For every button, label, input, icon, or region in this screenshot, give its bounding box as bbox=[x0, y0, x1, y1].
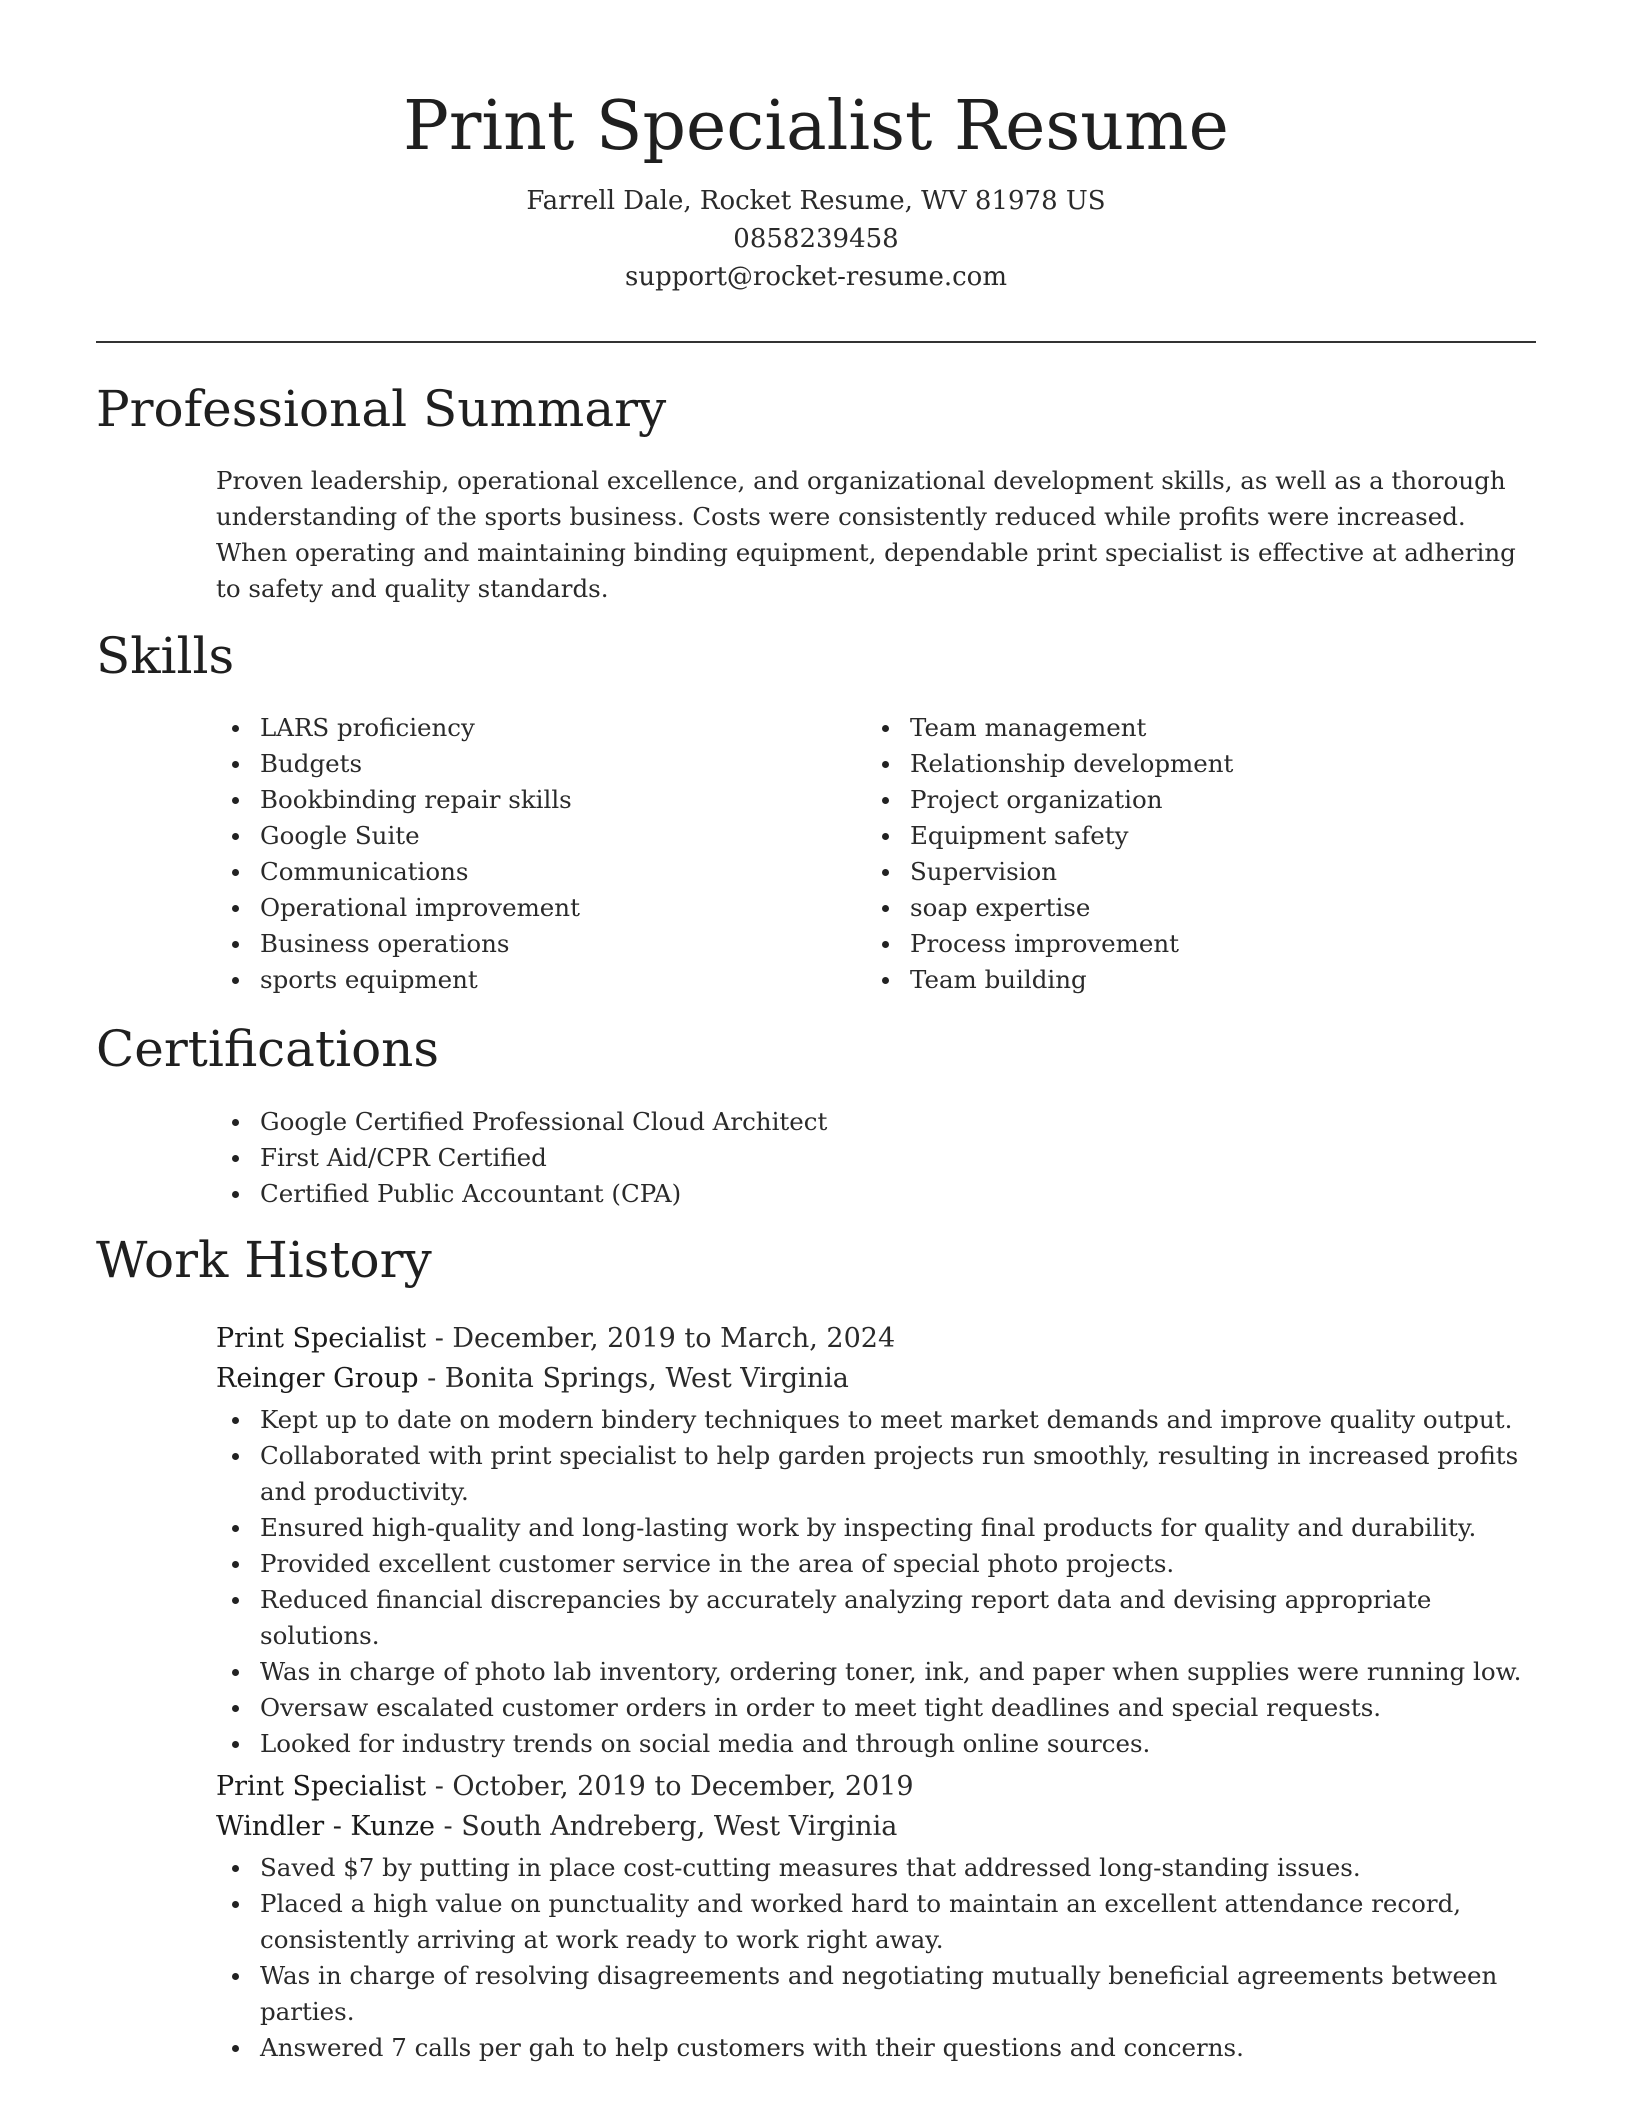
list-item: Business operations bbox=[216, 926, 836, 962]
job-title-line bbox=[216, 1320, 895, 1358]
list-item: Budgets bbox=[216, 746, 836, 782]
list-item: Operational improvement bbox=[216, 890, 836, 926]
job-company: Reinger Group bbox=[216, 1363, 419, 1394]
section-heading-certifications: Certifications bbox=[96, 1020, 440, 1078]
list-item: Relationship development bbox=[866, 746, 1486, 782]
certifications-list bbox=[216, 1104, 1516, 1212]
list-item: soap expertise bbox=[866, 890, 1486, 926]
list-item: Collaborated with print specialist to help garden projects run smoothly, resulting in increased profits and productivity. bbox=[216, 1438, 1526, 1510]
job-company: Windler - Kunze bbox=[216, 1811, 435, 1842]
skills-list-right bbox=[866, 710, 1486, 998]
list-item: Answered 7 calls per gah to help customers with their questions and concerns. bbox=[216, 2030, 1526, 2066]
list-item: Equipment safety bbox=[866, 818, 1486, 854]
contact-phone: 0858239458 bbox=[733, 224, 899, 254]
section-heading-work-history: Work History bbox=[96, 1231, 432, 1289]
list-item: LARS proficiency bbox=[216, 710, 836, 746]
list-item: Placed a high value on punctuality and worked hard to maintain an excellent attendance record, consistently arriving at work ready to work right away. bbox=[216, 1886, 1526, 1958]
job-bullet-list bbox=[216, 1402, 1526, 1762]
list-item: Google Suite bbox=[216, 818, 836, 854]
list-item: Looked for industry trends on social media and through online sources. bbox=[216, 1726, 1526, 1762]
list-item: Was in charge of resolving disagreements and negotiating mutually beneficial agreements between parties. bbox=[216, 1958, 1526, 2030]
job-bullet-list bbox=[216, 1850, 1526, 2066]
section-heading-skills: Skills bbox=[96, 627, 235, 685]
list-item: Bookbinding repair skills bbox=[216, 782, 836, 818]
job-location: - South Andreberg, West Virginia bbox=[434, 1811, 898, 1842]
list-item: Oversaw escalated customer orders in order to meet tight deadlines and special requests. bbox=[216, 1690, 1526, 1726]
list-item: Kept up to date on modern bindery techniques to meet market demands and improve quality output. bbox=[216, 1402, 1526, 1438]
list-item: Was in charge of photo lab inventory, ordering toner, ink, and paper when supplies were running low. bbox=[216, 1654, 1526, 1690]
job-title: Print Specialist bbox=[216, 1771, 427, 1802]
job-location: - Bonita Springs, West Virginia bbox=[418, 1363, 849, 1394]
job-dates: - December, 2019 to March, 2024 bbox=[426, 1323, 896, 1354]
page-title: Print Specialist Resume bbox=[403, 87, 1229, 166]
list-item: First Aid/CPR Certified bbox=[216, 1140, 1516, 1176]
contact-address: Farrell Dale, Rocket Resume, WV 81978 US bbox=[526, 186, 1106, 216]
contact-email: support@rocket-resume.com bbox=[624, 262, 1007, 292]
list-item: Google Certified Professional Cloud Architect bbox=[216, 1104, 1516, 1140]
list-item: sports equipment bbox=[216, 962, 836, 998]
list-item: Team management bbox=[866, 710, 1486, 746]
summary-text: Proven leadership, operational excellence, and organizational development skills, as well as a thorough understanding of the sports business. Costs were consistently reduced while profits were increased. When operating and maintaining binding equipment, dependable print specialist is effective at adhering to safety and quality standards. bbox=[216, 466, 1516, 603]
list-item: Provided excellent customer service in the area of special photo projects. bbox=[216, 1546, 1526, 1582]
list-item: Process improvement bbox=[866, 926, 1486, 962]
list-item: Communications bbox=[216, 854, 836, 890]
list-item: Project organization bbox=[866, 782, 1486, 818]
job-company-line bbox=[216, 1360, 849, 1398]
list-item: Team building bbox=[866, 962, 1486, 998]
list-item: Reduced financial discrepancies by accurately analyzing report data and devising appropriate solutions. bbox=[216, 1582, 1526, 1654]
resume-header bbox=[0, 80, 1632, 296]
job-dates: - October, 2019 to December, 2019 bbox=[426, 1771, 914, 1802]
skills-list-left bbox=[216, 710, 836, 998]
section-heading-summary: Professional Summary bbox=[96, 380, 667, 438]
job-title-line bbox=[216, 1768, 914, 1806]
job-company-line bbox=[216, 1808, 897, 1846]
list-item: Ensured high-quality and long-lasting work by inspecting final products for quality and durability. bbox=[216, 1510, 1526, 1546]
header-divider bbox=[96, 341, 1536, 343]
list-item: Supervision bbox=[866, 854, 1486, 890]
list-item: Certified Public Accountant (CPA) bbox=[216, 1176, 1516, 1212]
list-item: Saved $7 by putting in place cost-cutting measures that addressed long-standing issues. bbox=[216, 1850, 1526, 1886]
job-title: Print Specialist bbox=[216, 1323, 427, 1354]
